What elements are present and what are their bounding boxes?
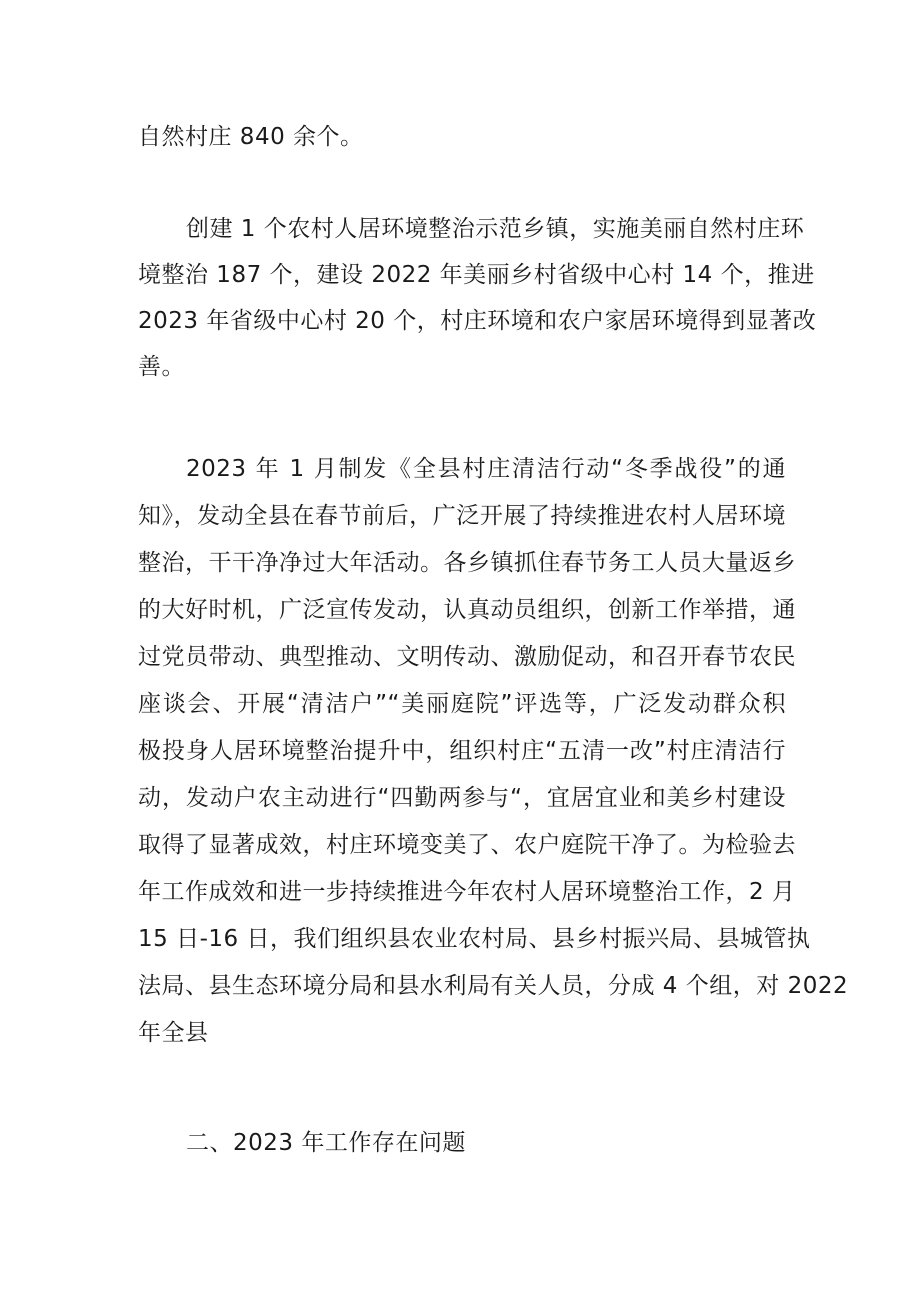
paragraph-3-line-4: 的大好时机，广泛宣传发动，认真动员组织，创新工作举措，通: [138, 597, 796, 623]
paragraph-3-line-10: 年工作成效和进一步持续推进今年农村人居环境整治工作，2 月: [138, 879, 796, 905]
paragraph-2-line-1: 创建 1 个农村人居环境整治示范乡镇，实施美丽自然村庄环: [186, 216, 805, 242]
paragraph-3-line-3: 整治，干干净净过大年活动。各乡镇抓住春节务工人员大量返乡: [138, 550, 796, 576]
paragraph-3-line-11: 15 日-16 日，我们组织县农业农村局、县乡村振兴局、县城管执: [138, 926, 811, 952]
paragraph-3-line-7: 极投身人居环境整治提升中，组织村庄“五清一改”村庄清洁行: [138, 738, 786, 764]
paragraph-1-line-1: 自然村庄 840 余个。: [138, 124, 364, 150]
paragraph-3-line-8: 动，发动户农主动进行“四勤两参与“，宜居宜业和美乡村建设: [138, 785, 786, 811]
paragraph-3-line-13: 年全县: [138, 1020, 209, 1046]
paragraph-3-line-12: 法局、县生态环境分局和县水利局有关人员，分成 4 个组，对 2022: [138, 973, 849, 999]
paragraph-3-line-2: 知》，发动全县在春节前后，广泛开展了持续推进农村人居环境: [138, 503, 786, 529]
section-heading: 二、2023 年工作存在问题: [186, 1130, 466, 1156]
paragraph-2-line-4: 善。: [138, 354, 185, 380]
paragraph-3-line-1: 2023 年 1 月制发《全县村庄清洁行动“冬季战役”的通: [186, 456, 786, 482]
paragraph-3-line-6: 座谈会、开展“清洁户”“美丽庭院”评选等，广泛发动群众积: [138, 691, 786, 717]
paragraph-3-line-5: 过党员带动、典型推动、文明传动、激励促动，和召开春节农民: [138, 644, 796, 670]
paragraph-3-line-9: 取得了显著成效，村庄环境变美了、农户庭院干净了。为检验去: [138, 832, 796, 858]
paragraph-2-line-2: 境整治 187 个，建设 2022 年美丽乡村省级中心村 14 个，推进: [138, 262, 815, 288]
paragraph-2-line-3: 2023 年省级中心村 20 个，村庄环境和农户家居环境得到显著改: [138, 308, 817, 334]
